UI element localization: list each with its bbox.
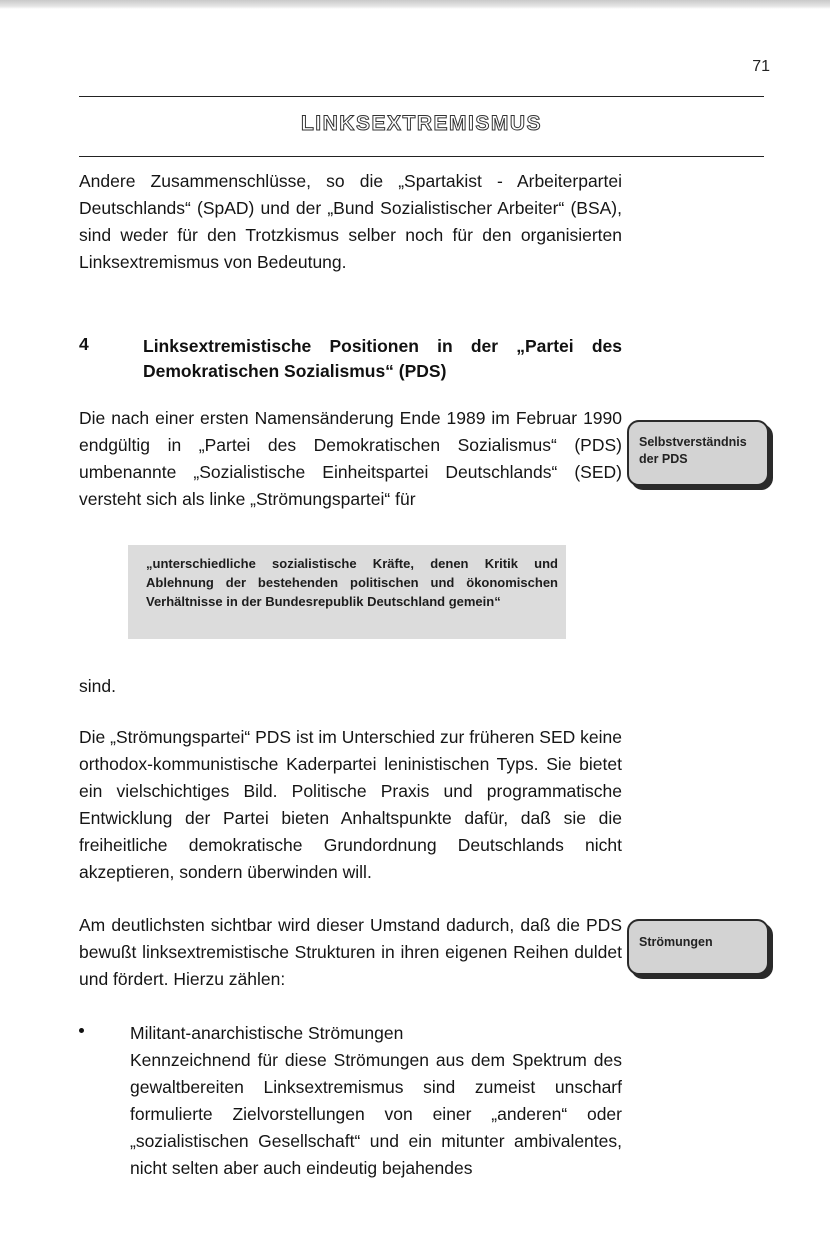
paragraph-after-quote: sind. <box>79 676 116 696</box>
scan-top-edge <box>0 0 830 9</box>
bullet-item <box>130 1020 622 1182</box>
paragraph-selbstverstaendnis: Die nach einer ersten Namensänderung Ende 1989 im Februar 1990 endgültig in „Partei des Demokratischen Sozialismus“ (PDS) umbenannte „Sozialistische Einheitspartei Deutschlands“ (SED) versteht sich als linke „Strömungspartei“ für <box>79 408 622 509</box>
running-head: LINKSEXTREMISMUS <box>300 112 542 135</box>
margin-note-selbstverstaendnis: Selbstverständnis der PDS <box>627 420 769 486</box>
paragraph-stroemungspartei: Die „Strömungspartei“ PDS ist im Unterschied zur früheren SED keine orthodox-kommunistische Kaderpartei leninistischen Typs. Sie bietet ein vielschichtiges Bild. Politische Praxis und programmatische Entwicklung der Partei bieten Anhaltspunkte dafür, daß sie die freiheitliche demokratische Grundordnung Deutschlands nicht akzeptieren, sondern überwinden will. <box>79 727 622 882</box>
section-title: Linksextremistische Positionen in der „Partei des Demokratischen Sozialismus“ (PDS) <box>143 336 622 381</box>
header-rule-top <box>79 96 764 97</box>
bullet-body: Kennzeichnend für diese Strömungen aus dem Spektrum des gewaltbereiten Linksextremismus sind zumeist unscharf formulierte Zielvorstellungen von einer „anderen“ oder „sozialistischen Gesellschaft“ und ein mitunter ambivalentes, nicht selten aber auch eindeutig bejahendes <box>130 1050 622 1178</box>
paragraph-stroemungen: Am deutlichsten sichtbar wird dieser Umstand dadurch, daß die PDS bewußt linksextremistische Strukturen in ihren eigenen Reihen duldet und fördert. Hierzu zählen: <box>79 915 622 989</box>
header-rule-bottom <box>79 156 764 157</box>
page-number: 71 <box>752 58 770 75</box>
margin-note-stroemungen: Strömungen <box>627 919 769 975</box>
paragraph-intro: Andere Zusammenschlüsse, so die „Spartakist - Arbeiterpartei Deutschlands“ (SpAD) und der „Bund Sozialistischer Arbeiter“ (BSA), sind weder für den Trotzkismus selber noch für den organisierten Linksextremismus von Bedeutung. <box>79 171 622 272</box>
section-number: 4 <box>79 334 89 354</box>
bullet-title: Militant-anarchistische Strömungen <box>130 1023 404 1043</box>
quote-text: „unterschiedliche sozialistische Kräfte, denen Kritik und Ablehnung der bestehenden politischen und ökonomischen Verhältnisse in der Bundesrepublik Deutschland gemein“ <box>146 556 558 609</box>
bullet-icon <box>79 1028 84 1033</box>
